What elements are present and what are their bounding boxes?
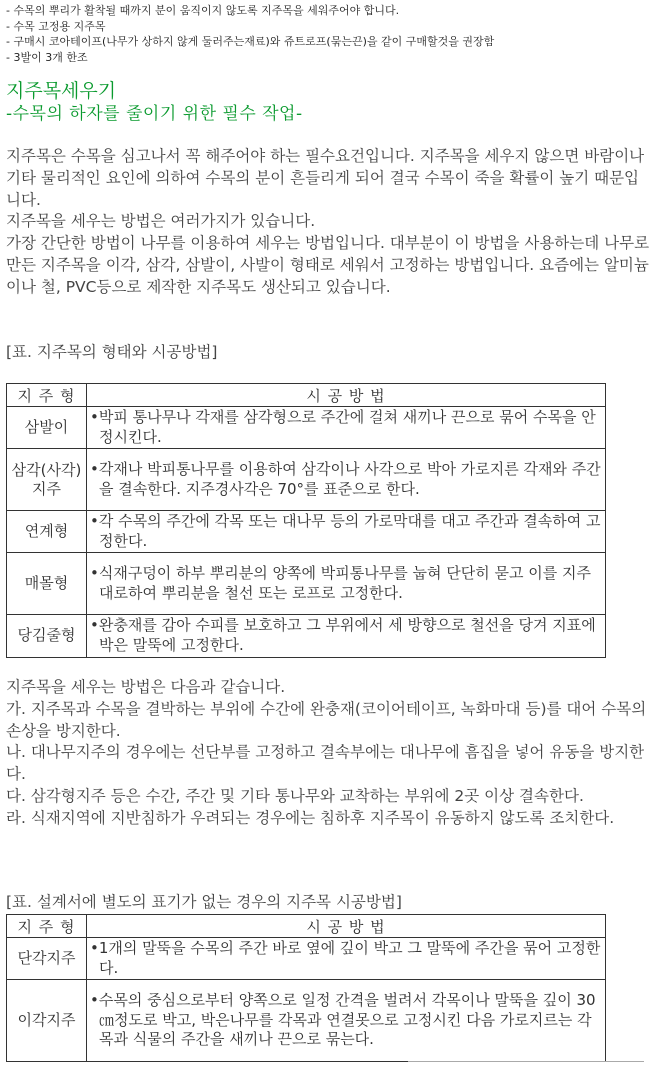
default-support-table	[6, 914, 606, 1062]
intro-text	[6, 146, 652, 299]
support-type-table	[6, 383, 606, 658]
column-header-type: 지 주 형	[7, 915, 87, 938]
method-paragraph: 다. 삼각형지주 등은 수간, 주간 및 기타 통나무와 교착하는 부위에 2곳 이상 결속한다.	[6, 786, 584, 805]
note-line: - 수목의 뿌리가 활착될 때까지 분이 움직이지 않도록 지주목을 세워주어야 합니다.	[6, 4, 400, 17]
method-cell: •식재구덩이 하부 뿌리분의 양쪽에 박피통나무를 눕혀 단단히 묻고 이를 지주대로하여 뿌리분을 철선 또는 로프로 고정한다.	[87, 553, 606, 615]
table-row	[7, 615, 606, 657]
page-subtitle: -수목의 하자를 줄이기 위한 필수 작업-	[6, 104, 303, 124]
type-cell: 단각지주	[7, 938, 87, 980]
column-header-method: 시 공 방 법	[87, 384, 606, 407]
table-header-row	[7, 384, 606, 407]
method-paragraph: 나. 대나무지주의 경우에는 선단부를 고정하고 결속부에는 대나무에 흠집을 넣어 유동을 방지한다.	[6, 743, 645, 784]
type-cell: 삼각(사각)지주	[7, 449, 87, 511]
column-header-method: 시 공 방 법	[87, 915, 606, 938]
type-cell: 이각지주	[7, 980, 87, 1062]
method-paragraph: 지주목을 세우는 방법은 다음과 같습니다.	[6, 678, 286, 696]
type-cell: 연계형	[7, 511, 87, 553]
table1-caption: [표. 지주목의 형태와 시공방법]	[6, 343, 218, 361]
table-row	[7, 407, 606, 449]
type-cell: 당김줄형	[7, 615, 87, 657]
table-row	[7, 980, 606, 1062]
method-cell: •각재나 박피통나무를 이용하여 삼각이나 사각으로 박아 가로지른 각재와 주간을 결속한다. 지주경사각은 70°를 표준으로 한다.	[87, 449, 606, 511]
intro-paragraph: 가장 간단한 방법이 나무를 이용하여 세우는 방법입니다. 대부분이 이 방법을 사용하는데 나무로 만든 지주목을 이각, 삼각, 삼발이, 사발이 형태로 세워서 고정하는 방법입니다. 요즘에는 알미늄이나 철, PVC등으로 제작한 지주목도 생산되고 있습니다.	[6, 234, 650, 296]
method-cell: •완충재를 감아 수피를 보호하고 그 부위에서 세 방향으로 철선을 당겨 지표에 박은 말뚝에 고정한다.	[87, 615, 606, 657]
page-title: 지주목세우기	[6, 80, 117, 102]
method-cell: •각 수목의 주간에 각목 또는 대나무 등의 가로막대를 대고 주간과 결속하여 고정한다.	[87, 511, 606, 553]
method-cell: •1개의 말뚝을 수목의 주간 바로 옆에 깊이 박고 그 말뚝에 주간을 묶어 고정한다.	[87, 938, 606, 980]
method-text	[6, 677, 652, 830]
column-header-type: 지 주 형	[7, 384, 87, 407]
notes-list	[6, 3, 646, 65]
table-row	[7, 553, 606, 615]
table-row	[7, 449, 606, 511]
table-row	[7, 511, 606, 553]
intro-paragraph: 지주목을 세우는 방법은 여러가지가 있습니다.	[6, 212, 316, 231]
type-cell: 매몰형	[7, 553, 87, 615]
note-line: - 3발이 3개 한조	[6, 50, 88, 64]
divider	[408, 1061, 644, 1062]
table-row	[7, 938, 606, 980]
intro-paragraph: 지주목은 수목을 심고나서 꼭 해주어야 하는 필수요건입니다. 지주목을 세우지 않으면 바람이나 기타 물리적인 요인에 의하여 수목의 분이 흔들리게 되어 결국 수목이 죽을 확률이 높기 때문입니다.	[6, 147, 645, 209]
method-cell: •박피 통나무나 각재를 삼각형으로 주간에 걸쳐 새끼나 끈으로 묶어 수목을 안정시킨다.	[87, 407, 606, 449]
method-paragraph: 라. 식재지역에 지반침하가 우려되는 경우에는 침하후 지주목이 유동하지 않도록 조치한다.	[6, 808, 615, 827]
method-paragraph: 가. 지주목과 수목을 결박하는 부위에 수간에 완충재(코이어테이프, 녹화마대 등)를 대어 수목의 손상을 방지한다.	[6, 699, 647, 740]
type-cell: 삼발이	[7, 407, 87, 449]
note-line: - 구매시 코아테이프(나무가 상하지 않게 둘러주는재료)와 쥬트로프(묶는끈)을 같이 구매할것을 권장함	[6, 35, 495, 48]
method-cell: •수목의 중심으로부터 양쪽으로 일정 간격을 벌려서 각목이나 말뚝을 깊이 30㎝정도로 박고, 박은나무를 각목과 연결못으로 고정시킨 다음 가로지르는 각목과 식물의 주간을 새끼나 끈으로 묶는다.	[87, 980, 606, 1062]
table-header-row	[7, 915, 606, 938]
note-line: - 수목 고정용 지주목	[6, 19, 106, 33]
table2-caption: [표. 설계서에 별도의 표기가 없는 경우의 지주목 시공방법]	[6, 893, 402, 911]
